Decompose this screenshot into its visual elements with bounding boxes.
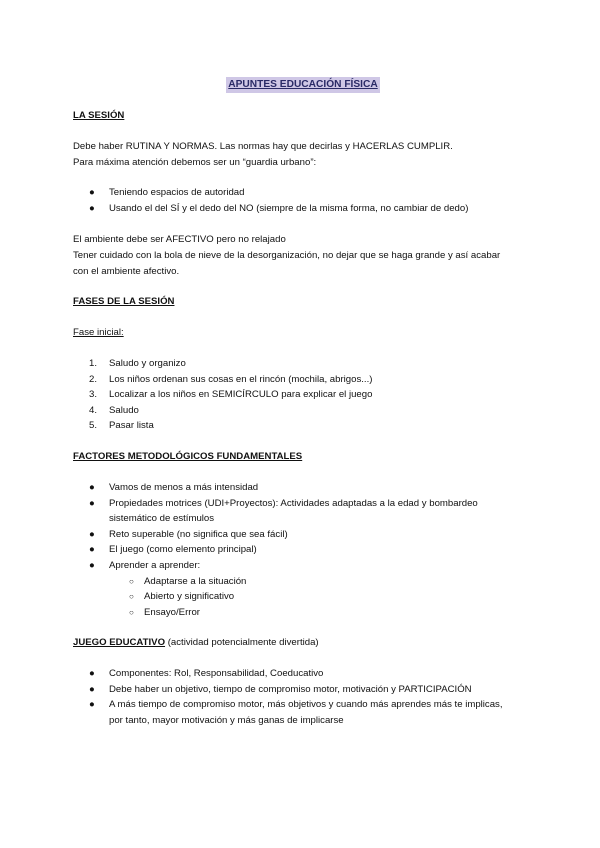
list-item: ● Propiedades motrices (UDI+Proyectos): Actividades adaptadas a la edad y bombardeo sistemático de estímulos (89, 497, 478, 525)
list-number: 5. (89, 420, 98, 432)
list-item: ● Teniendo espacios de autoridad (73, 185, 533, 201)
list-item: ● Reto superable (no significa que sea fácil) (73, 527, 533, 543)
list-item: ● Debe haber un objetivo, tiempo de compromiso motor, motivación y PARTICIPACIÓN (73, 682, 533, 698)
sesion-paragraph-2: Para máxima atención debemos ser un “guardia urbano”: (73, 157, 317, 168)
bullet-marker: ● (89, 497, 95, 509)
list-item: 3. Localizar a los niños en SEMICÍRCULO para explicar el juego (73, 387, 533, 403)
fases-numbered-list (73, 356, 533, 434)
factores-bullet-list (73, 480, 533, 620)
heading-juego-educativo-line (73, 635, 533, 651)
list-item: 2. Los niños ordenan sus cosas en el rincón (mochila, abrigos...) (73, 372, 533, 388)
circle-marker: ○ (129, 592, 134, 602)
bullet-marker: ● (89, 544, 95, 556)
list-item: ● El juego (como elemento principal) (73, 542, 533, 558)
list-number: 2. (89, 373, 98, 385)
sub-list-item: ○ Adaptarse a la situación (73, 574, 533, 590)
sesion-paragraph-1: Debe haber RUTINA Y NORMAS. Las normas hay que decirlas y HACERLAS CUMPLIR. (73, 141, 453, 152)
sesion-bullet-list (73, 185, 533, 216)
document-title: APUNTES EDUCACIÓN FÍSICA (226, 77, 379, 93)
heading-factores-metodologicos: FACTORES METODOLÓGICOS FUNDAMENTALES (73, 451, 303, 462)
bullet-marker: ● (89, 482, 95, 493)
bullet-marker: ● (89, 668, 95, 679)
sesion-paragraph-3: El ambiente debe ser AFECTIVO pero no relajado (73, 234, 286, 245)
list-item: ● Componentes: Rol, Responsabilidad, Coeducativo (73, 666, 533, 682)
sub-list-item: ○ Ensayo/Error (73, 605, 533, 621)
circle-marker: ○ (129, 607, 134, 617)
list-item: ● Aprender a aprender: (73, 558, 533, 574)
juego-heading-tail: (actividad potencialmente divertida) (165, 637, 319, 648)
heading-fases-de-la-sesion: FASES DE LA SESIÓN (73, 296, 175, 307)
list-item: ● Usando el del SÍ y el dedo del NO (siempre de la misma forma, no cambiar de dedo) (73, 201, 533, 217)
list-number: 1. (89, 358, 98, 369)
sesion-paragraph-4a: Tener cuidado con la bola de nieve de la desorganización, no dejar que se haga grande y así acabar (73, 250, 501, 261)
bullet-marker: ● (89, 187, 95, 198)
heading-juego-educativo: JUEGO EDUCATIVO (73, 637, 166, 648)
sesion-paragraph-4b: con el ambiente afectivo. (73, 266, 180, 277)
bullet-marker: ● (89, 699, 95, 711)
sub-list-item: ○ Abierto y significativo (73, 589, 533, 605)
subheading-fase-inicial: Fase inicial: (73, 327, 124, 338)
list-item: 4. Saludo (73, 403, 533, 419)
list-number: 3. (89, 389, 98, 401)
bullet-marker: ● (89, 683, 95, 695)
bullet-marker: ● (89, 528, 95, 540)
list-number: 4. (89, 404, 98, 416)
bullet-marker: ● (89, 559, 95, 571)
bullet-marker: ● (89, 202, 95, 214)
heading-la-sesion: LA SESIÓN (73, 110, 125, 121)
list-item: 1. Saludo y organizo (73, 356, 533, 372)
list-item: ● A más tiempo de compromiso motor, más objetivos y cuando más aprendes más te implicas, por tanto, mayor motivación y más ganas de implicarse (89, 699, 503, 726)
title-wrap (73, 77, 533, 93)
list-item: ● Vamos de menos a más intensidad (73, 480, 533, 496)
list-item: 5. Pasar lista (73, 418, 533, 434)
circle-marker: ○ (129, 576, 134, 586)
juego-bullet-list (73, 666, 533, 728)
